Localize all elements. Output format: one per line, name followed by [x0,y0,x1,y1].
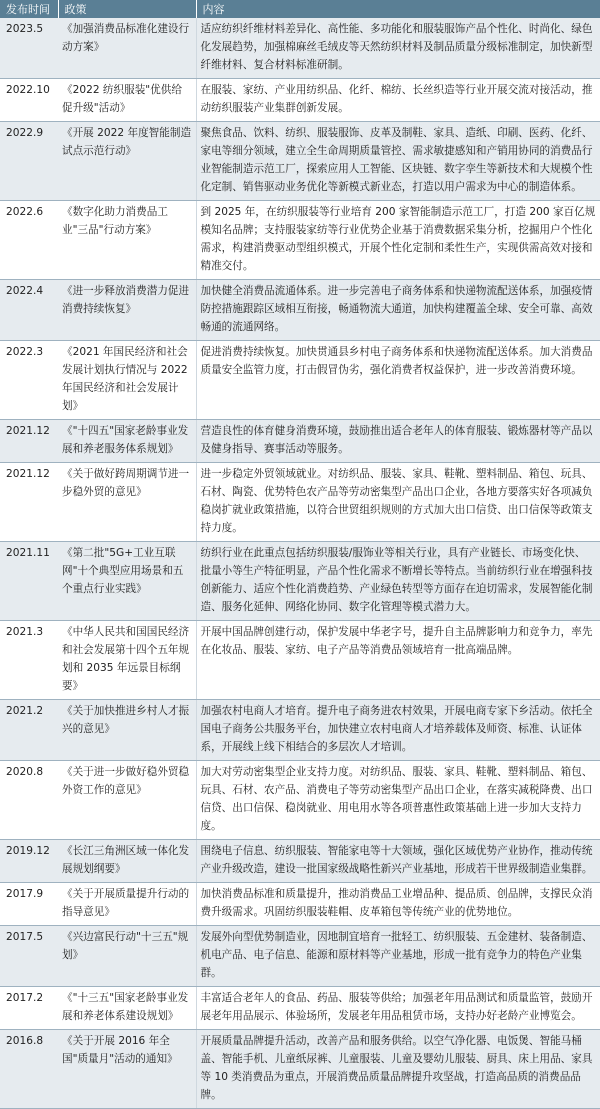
content-cell: 加快消费品标准和质量提升，推动消费品工业增品种、提品质、创品牌，支撑民众消费升级需求。巩固纺织服装鞋帽、皮革箱包等传统产业的优势地位。 [196,883,600,926]
table-row [0,79,600,122]
policy-cell: 《数字化助力消费品工业"三品"行动方案》 [58,201,196,280]
date-cell: 2020.8 [0,761,58,840]
policy-cell: 《关于开展 2016 年全国"质量月"活动的通知》 [58,1030,196,1109]
content-cell: 促进消费持续恢复。加快贯通县乡村电子商务体系和快递物流配送体系。加大消费品质量安全监管力度，打击假冒伪劣，强化消费者权益保护，进一步改善消费环境。 [196,341,600,420]
policy-cell: 《兴边富民行动"十三五"规划》 [58,926,196,987]
header-date: 发布时间 [0,0,58,18]
content-cell: 发展外向型优势制造业，因地制宜培育一批轻工、纺织服装、五金建材、装备制造、机电产品、电子信息、能源和原材料等产业基地，形成一批有竞争力的特色产业集群。 [196,926,600,987]
content-cell: 适应纺织纤维材料差异化、高性能、多功能化和服装服饰产品个性化、时尚化、绿色化发展趋势，加强棉麻丝毛绒皮等天然纺织材料及制品质量分级标准制定，加快新型纤维材料、复合材料标准研制。 [196,18,600,79]
content-cell: 开展中国品牌创建行动，保护发展中华老字号，提升自主品牌影响力和竞争力，率先在化妆品、服装、家纺、电子产品等消费品领域培育一批高端品牌。 [196,621,600,700]
content-cell: 纺织行业在此重点包括纺织服装/服饰业等相关行业，具有产业链长、市场变化快、批量小等生产特征明显，产品个性化需求不断增长等特点。当前纺织行业在增强科技创新能力、适应个性化消费趋势、产业绿色转型等方面存在迫切需求，发展智能化制造、服务化延伸、网络化协同、数字化管理等模式潜力大。 [196,542,600,621]
policy-cell: 《关于进一步做好稳外贸稳外资工作的意见》 [58,761,196,840]
date-cell: 2022.10 [0,79,58,122]
content-cell: 营造良性的体育健身消费环境，鼓励推出适合老年人的体育服装、锻炼器材等产品以及健身指导、赛事活动等服务。 [196,420,600,463]
policy-cell: 《"十四五"国家老龄事业发展和养老服务体系规划》 [58,420,196,463]
table-row [0,1030,600,1109]
header-policy: 政策 [58,0,196,18]
content-cell: 在服装、家纺、产业用纺织品、化纤、棉纺、长丝织造等行业开展交流对接活动，推动纺织服装产业集群创新发展。 [196,79,600,122]
date-cell: 2023.5 [0,18,58,79]
table-row [0,761,600,840]
policy-cell: 《中华人民共和国国民经济和社会发展第十四个五年规划和 2035 年远景目标纲要》 [58,621,196,700]
date-cell: 2021.12 [0,420,58,463]
date-cell: 2021.11 [0,542,58,621]
table-row [0,280,600,341]
policy-cell: 《关于加快推进乡村人才振兴的意见》 [58,700,196,761]
table-row [0,18,600,79]
policy-cell: 《2021 年国民经济和社会发展计划执行情况与 2022 年国民经济和社会发展计划》 [58,341,196,420]
table-header-row [0,0,600,18]
policy-cell: 《"十三五"国家老龄事业发展和养老体系建设规划》 [58,987,196,1030]
policy-cell: 《第二批"5G+工业互联网"十个典型应用场景和五个重点行业实践》 [58,542,196,621]
policy-cell: 《加强消费品标准化建设行动方案》 [58,18,196,79]
table-row [0,987,600,1030]
table-row [0,700,600,761]
date-cell: 2022.3 [0,341,58,420]
table-row [0,122,600,201]
policy-cell: 《长江三角洲区域一体化发展规划纲要》 [58,840,196,883]
date-cell: 2017.2 [0,987,58,1030]
content-cell: 丰富适合老年人的食品、药品、服装等供给；加强老年用品测试和质量监管，鼓励开展老年用品展示、体验场所，发展老年用品租赁市场，支持办好老龄产业博览会。 [196,987,600,1030]
header-content: 内容 [196,0,600,18]
table-row [0,463,600,542]
date-cell: 2016.8 [0,1030,58,1109]
content-cell: 加大对劳动密集型企业支持力度。对纺织品、服装、家具、鞋靴、塑料制品、箱包、玩具、石材、农产品、消费电子等劳动密集型产品出口企业，在落实减税降费、出口信贷、出口信保、稳岗就业、用电用水等各项普惠性政策基础上进一步加大支持力度。 [196,761,600,840]
content-cell: 围绕电子信息、纺织服装、智能家电等十大领域，强化区域优势产业协作，推动传统产业升级改造，建设一批国家级战略性新兴产业基地，形成若干世界级制造业集群。 [196,840,600,883]
date-cell: 2017.5 [0,926,58,987]
content-cell: 加强农村电商人才培育。提升电子商务进农村效果，开展电商专家下乡活动。依托全国电子商务公共服务平台，加快建立农村电商人才培养载体及师资、标准、认证体系，开展线上线下相结合的多层次人才培训。 [196,700,600,761]
table-row [0,926,600,987]
date-cell: 2022.6 [0,201,58,280]
policy-cell: 《关于开展质量提升行动的指导意见》 [58,883,196,926]
date-cell: 2021.2 [0,700,58,761]
date-cell: 2019.12 [0,840,58,883]
content-cell: 到 2025 年，在纺织服装等行业培育 200 家智能制造示范工厂，打造 200 家百亿规模知名品牌；支持服装家纺等行业优势企业基于消费数据采集分析，挖掘用户个性化需求，构建消费驱动型组织模式，开展个性化定制和柔性生产，实现供需高效对接和精准交付。 [196,201,600,280]
date-cell: 2022.9 [0,122,58,201]
table-row [0,840,600,883]
date-cell: 2017.9 [0,883,58,926]
policy-cell: 《进一步释放消费潜力促进消费持续恢复》 [58,280,196,341]
content-cell: 进一步稳定外贸领域就业。对纺织品、服装、家具、鞋靴、塑料制品、箱包、玩具、石材、陶瓷、优势特色农产品等劳动密集型产品出口企业，各地方要落实好各项减负稳岗扩就业政策措施，以符合世贸组织规则的方式加大出口信贷、出口信保等政策支持力度。 [196,463,600,542]
table-row [0,621,600,700]
table-row [0,883,600,926]
table-row [0,341,600,420]
date-cell: 2022.4 [0,280,58,341]
policy-cell: 《关于做好跨周期调节进一步稳外贸的意见》 [58,463,196,542]
policy-cell: 《2022 纺织服装"优供给促升级"活动》 [58,79,196,122]
date-cell: 2021.12 [0,463,58,542]
content-cell: 加快健全消费品流通体系。进一步完善电子商务体系和快递物流配送体系，加强疫情防控措施跟踪区域相互衔接，畅通物流大通道，加快构建覆盖全球、安全可靠、高效畅通的流通网络。 [196,280,600,341]
table-row [0,201,600,280]
content-cell: 聚焦食品、饮料、纺织、服装服饰、皮革及制鞋、家具、造纸、印刷、医药、化纤、家电等细分领域，建立全生命周期质量管控、需求敏捷感知和产销用协同的消费品行业智能制造示范工厂，探索应用人工智能、区块链、数字孪生等新技术和大规模个性化定制、销售驱动业务优化等新模式新业态，打造以用户需求为中心的制造体系。 [196,122,600,201]
content-cell: 开展质量品牌提升活动，改善产品和服务供给。以空气净化器、电饭煲、智能马桶盖、智能手机、儿童纸尿裤、儿童服装、儿童及婴幼儿服装、厨具、床上用品、家具等 10 类消费品为重点，开展消费品质量品牌提升攻坚战，打造高品质的消费品品牌。 [196,1030,600,1109]
table-row [0,542,600,621]
table-body [0,18,600,1109]
date-cell: 2021.3 [0,621,58,700]
table-row [0,420,600,463]
policy-cell: 《开展 2022 年度智能制造试点示范行动》 [58,122,196,201]
